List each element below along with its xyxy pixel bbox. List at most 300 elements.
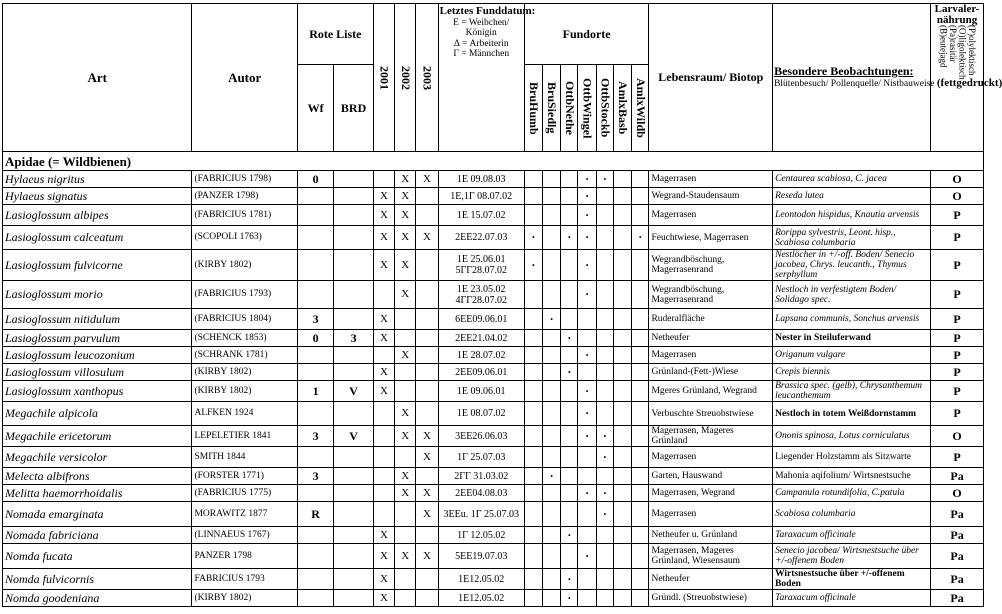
table-row [3, 590, 984, 607]
table-row [3, 485, 984, 502]
fundort-mark [524, 468, 542, 485]
species-author: (FABRICIUS 1798) [192, 171, 297, 188]
larval-type: Pa [931, 502, 984, 527]
larval-type: P [931, 226, 984, 250]
species-author: (KIRBY 1802) [192, 590, 297, 607]
fundort-mark [524, 205, 542, 226]
species-author: (LINNAEUS 1767) [192, 527, 297, 544]
rote-liste-brd [334, 402, 374, 426]
fundort-mark [596, 381, 613, 402]
observation: Mahonia aqifolium/ Wirtsnestsuche [773, 468, 931, 485]
header-year-2002: 2002 [395, 4, 416, 152]
habitat: Wegrandböschung, Magerrasenrand [649, 250, 773, 281]
fundort-mark [613, 171, 631, 188]
fundort-mark [561, 250, 578, 281]
year-2002-mark [395, 569, 416, 590]
fundort-mark [561, 402, 578, 426]
fundort-mark [561, 485, 578, 502]
fundort-mark [524, 330, 542, 347]
fundort-mark [543, 502, 561, 527]
fundort-mark [632, 330, 649, 347]
fund-date: 3EEu. 1Γ 25.07.03 [438, 502, 524, 527]
rote-liste-wf: 0 [297, 171, 333, 188]
larval-type: O [931, 426, 984, 447]
habitat: Magerrasen [649, 171, 773, 188]
fundort-mark [561, 468, 578, 485]
fundort-mark [632, 569, 649, 590]
year-2001-mark [373, 468, 394, 485]
fundort-mark [524, 281, 542, 309]
fundort-mark [561, 447, 578, 468]
header-lebensraum: Lebensraum/ Biotop [649, 4, 773, 152]
fund-date: 2EE22.07.03 [438, 226, 524, 250]
year-2001-mark: X [373, 381, 394, 402]
fundort-mark [632, 447, 649, 468]
species-name: Nomada fabriciana [3, 527, 192, 544]
table-row [3, 250, 984, 281]
rote-liste-wf [297, 188, 333, 205]
fundort-mark [543, 447, 561, 468]
header-art: Art [3, 4, 192, 152]
species-author: (FORSTER 1771) [192, 468, 297, 485]
fundort-mark [613, 205, 631, 226]
year-2003-mark: X [416, 226, 438, 250]
header-fundorte: Fundorte [524, 4, 649, 65]
year-2002-mark: X [395, 171, 416, 188]
observation: Scabiosa columbaria [773, 502, 931, 527]
fundort-mark [543, 426, 561, 447]
fundort-mark: · [578, 205, 596, 226]
table-row [3, 402, 984, 426]
rote-liste-brd [334, 281, 374, 309]
year-2003-mark [416, 527, 438, 544]
year-2003-mark: X [416, 544, 438, 569]
rote-liste-brd [334, 447, 374, 468]
species-name: Lasioglossum calceatum [3, 226, 192, 250]
species-name: Hylaeus signatus [3, 188, 192, 205]
fundort-mark: · [561, 330, 578, 347]
fund-date: 2EE04.08.03 [438, 485, 524, 502]
header-fundort-6: AmlxWildb [632, 65, 649, 152]
fund-date: 1E 25.06.01 5ΓΓ28.07.02 [438, 250, 524, 281]
year-2003-mark: X [416, 502, 438, 527]
rote-liste-wf: 3 [297, 468, 333, 485]
rote-liste-brd [334, 309, 374, 330]
fundort-mark [561, 171, 578, 188]
fundort-mark [543, 381, 561, 402]
larval-type: P [931, 281, 984, 309]
year-2002-mark: X [395, 468, 416, 485]
year-2003-mark [416, 188, 438, 205]
fundort-mark [543, 485, 561, 502]
table-body [3, 152, 984, 607]
year-2002-mark [395, 330, 416, 347]
year-2002-mark [395, 447, 416, 468]
larval-type: Pa [931, 590, 984, 607]
year-2003-mark [416, 347, 438, 364]
larval-type: O [931, 171, 984, 188]
habitat: Verbuschte Streuobstwiese [649, 402, 773, 426]
larval-type: P [931, 309, 984, 330]
rote-liste-brd [334, 188, 374, 205]
year-2001-mark [373, 447, 394, 468]
fundort-mark: · [561, 226, 578, 250]
year-2002-mark: X [395, 485, 416, 502]
observation: Reseda lutea [773, 188, 931, 205]
fundort-mark [596, 590, 613, 607]
fund-date: 2EE09.06.01 [438, 364, 524, 381]
habitat: Magerrasen, Wegrand [649, 485, 773, 502]
fundort-mark [613, 590, 631, 607]
fundort-mark [596, 226, 613, 250]
year-2001-mark [373, 502, 394, 527]
fundort-mark: · [578, 381, 596, 402]
year-2003-mark: X [416, 426, 438, 447]
species-name: Lasioglossum villosulum [3, 364, 192, 381]
fundort-mark: · [578, 347, 596, 364]
fund-date: 1E,1Γ 08.07.02 [438, 188, 524, 205]
year-2003-mark [416, 590, 438, 607]
group-row [3, 152, 984, 171]
year-2003-mark [416, 309, 438, 330]
rote-liste-brd: 3 [334, 330, 374, 347]
fund-legend-2: Δ = Arbeiterin [453, 38, 509, 49]
fundort-mark [578, 527, 596, 544]
species-name: Nomda fulvicornis [3, 569, 192, 590]
header-fundort-0: BruHumb [524, 65, 542, 152]
fundort-mark [613, 502, 631, 527]
rote-liste-wf [297, 226, 333, 250]
fundort-mark [632, 590, 649, 607]
fundort-mark: · [596, 485, 613, 502]
species-author: (FABRICIUS 1793) [192, 281, 297, 309]
species-name: Lasioglossum albipes [3, 205, 192, 226]
fundort-mark [543, 226, 561, 250]
rote-liste-brd [334, 468, 374, 485]
fundort-mark [524, 171, 542, 188]
species-name: Hylaeus nigritus [3, 171, 192, 188]
fundort-mark [578, 330, 596, 347]
species-name: Nomada emarginata [3, 502, 192, 527]
fundort-mark [596, 527, 613, 544]
fundort-mark: · [596, 171, 613, 188]
rote-liste-wf [297, 364, 333, 381]
rote-liste-wf [297, 347, 333, 364]
year-2003-mark [416, 364, 438, 381]
fundort-mark [561, 309, 578, 330]
rote-liste-brd [334, 590, 374, 607]
larval-type-2: (Pa)rasitär [948, 25, 959, 63]
fundort-mark [578, 590, 596, 607]
rote-liste-wf [297, 527, 333, 544]
fund-date: 1E 15.07.02 [438, 205, 524, 226]
year-2002-mark: X [395, 544, 416, 569]
table-row [3, 544, 984, 569]
fundort-mark [632, 364, 649, 381]
habitat: Magerrasen [649, 447, 773, 468]
year-2001-mark: X [373, 527, 394, 544]
fundort-mark [524, 569, 542, 590]
table-row [3, 527, 984, 544]
habitat: Wegrandböschung, Magerrasenrand [649, 281, 773, 309]
year-2003-mark: X [416, 485, 438, 502]
rote-liste-wf [297, 447, 333, 468]
larval-type: P [931, 330, 984, 347]
header-larval [931, 4, 984, 152]
fund-date: 1E 28.07.02 [438, 347, 524, 364]
header-fundort-3: OttbWingel [578, 65, 596, 152]
fundort-mark [613, 468, 631, 485]
fundort-mark [543, 347, 561, 364]
rote-liste-wf [297, 205, 333, 226]
fundort-mark [613, 569, 631, 590]
fundort-mark [596, 402, 613, 426]
beob-title: Besondere Beobachtungen: [774, 63, 914, 78]
fundort-mark [613, 485, 631, 502]
table-row [3, 309, 984, 330]
fundort-mark [632, 188, 649, 205]
beob-bold-note: (fettgedruckt) [936, 77, 1002, 89]
table-row [3, 426, 984, 447]
header-fundort-5: AmlxBasb [613, 65, 631, 152]
header-year-2003: 2003 [416, 4, 438, 152]
rote-liste-brd: V [334, 381, 374, 402]
observation: Nestloch in verfestigtem Boden/ Solidago spec. [773, 281, 931, 309]
larval-type: P [931, 447, 984, 468]
species-author: (SCHRANK 1781) [192, 347, 297, 364]
year-2001-mark: X [373, 364, 394, 381]
table-row [3, 364, 984, 381]
year-2001-mark [373, 347, 394, 364]
rote-liste-wf: 1 [297, 381, 333, 402]
header-autor: Autor [192, 4, 297, 152]
larval-types [938, 25, 976, 85]
fundort-mark [543, 205, 561, 226]
species-author: (FABRICIUS 1775) [192, 485, 297, 502]
species-table [2, 3, 1002, 607]
fundort-mark [578, 569, 596, 590]
rote-liste-wf [297, 544, 333, 569]
species-name: Megachile alpicola [3, 402, 192, 426]
fundort-mark [543, 330, 561, 347]
header-brd: BRD [334, 65, 374, 152]
fundort-mark [632, 347, 649, 364]
year-2001-mark: X [373, 590, 394, 607]
year-2001-mark: X [373, 330, 394, 347]
species-author: (KIRBY 1802) [192, 381, 297, 402]
fundort-mark [596, 188, 613, 205]
fundort-mark: · [578, 281, 596, 309]
observation: Origanum vulgare [773, 347, 931, 364]
larval-type-0: (P)olylektisch [967, 25, 978, 76]
observation: Leontodon hispidus, Knautia arvensis [773, 205, 931, 226]
fundort-mark [524, 309, 542, 330]
species-name: Lasioglossum parvulum [3, 330, 192, 347]
year-2002-mark: X [395, 188, 416, 205]
fundort-mark [613, 426, 631, 447]
larval-type-3: (B)eutejagd [938, 25, 949, 68]
fundort-mark: · [561, 364, 578, 381]
year-2003-mark [416, 205, 438, 226]
fundort-mark: · [578, 485, 596, 502]
fundort-mark [543, 569, 561, 590]
year-2001-mark [373, 485, 394, 502]
rote-liste-brd [334, 569, 374, 590]
larval-title: Larvaler-nährung [934, 3, 980, 26]
year-2002-mark: X [395, 281, 416, 309]
fundort-mark [543, 364, 561, 381]
fundort-mark: · [561, 527, 578, 544]
fundort-mark [578, 502, 596, 527]
rote-liste-brd [334, 347, 374, 364]
fundort-mark [632, 426, 649, 447]
fundort-mark [596, 330, 613, 347]
fundort-mark [613, 188, 631, 205]
table-row [3, 281, 984, 309]
fundort-mark [596, 544, 613, 569]
rote-liste-wf [297, 402, 333, 426]
fund-date: 1E 08.07.02 [438, 402, 524, 426]
table-row [3, 226, 984, 250]
year-2001-mark: X [373, 226, 394, 250]
fund-legend-1: Königin [465, 28, 497, 38]
species-name: Melitta haemorrhoidalis [3, 485, 192, 502]
fund-date: 5EE19.07.03 [438, 544, 524, 569]
rote-liste-brd [334, 226, 374, 250]
fund-date: 1E12.05.02 [438, 590, 524, 607]
observation: Nestlöcher in +/-off. Boden/ Senecio jacobea, Chrys. leucanth., Thymus serphyllum [773, 250, 931, 281]
header-fundort-4: OttbStockb [596, 65, 613, 152]
observation: Campanula rotundifolia, C.patula [773, 485, 931, 502]
fundort-mark: · [596, 426, 613, 447]
observation: Ononis spinosa, Lotus corniculatus [773, 426, 931, 447]
fundort-mark [613, 447, 631, 468]
observation: Nestloch in totem Weißdornstamm [773, 402, 931, 426]
fundort-mark [524, 502, 542, 527]
larval-type: Pa [931, 544, 984, 569]
fundort-mark: · [578, 171, 596, 188]
habitat: Magerrasen [649, 502, 773, 527]
year-2001-mark [373, 281, 394, 309]
fundort-mark [613, 309, 631, 330]
species-author: (KIRBY 1802) [192, 364, 297, 381]
year-2001-mark [373, 171, 394, 188]
year-2002-mark [395, 364, 416, 381]
fundort-mark [561, 502, 578, 527]
larval-type: P [931, 381, 984, 402]
fundort-mark [632, 527, 649, 544]
observation: Centaurea scabiosa, C. jacea [773, 171, 931, 188]
rote-liste-wf [297, 250, 333, 281]
fundort-mark [524, 544, 542, 569]
fundort-mark [543, 544, 561, 569]
species-author: LEPELETIER 1841 [192, 426, 297, 447]
fundort-mark [524, 381, 542, 402]
fundort-mark [543, 250, 561, 281]
observation: Nester in Steiluferwand [773, 330, 931, 347]
year-2002-mark [395, 590, 416, 607]
fundort-mark [524, 447, 542, 468]
fundort-mark [632, 485, 649, 502]
fundort-mark [632, 402, 649, 426]
observation: Taraxacum officinale [773, 527, 931, 544]
year-2003-mark [416, 468, 438, 485]
observation: Wirtsnestsuche über +/-offenem Boden [773, 569, 931, 590]
fundort-mark [613, 226, 631, 250]
species-author: (SCHENCK 1853) [192, 330, 297, 347]
table-row [3, 569, 984, 590]
rote-liste-brd [334, 250, 374, 281]
habitat: Gründl. (Streuobstwiese) [649, 590, 773, 607]
fundort-mark [596, 250, 613, 281]
year-2001-mark: X [373, 569, 394, 590]
fundort-mark [543, 527, 561, 544]
species-name: Lasioglossum leucozonium [3, 347, 192, 364]
year-2001-mark: X [373, 250, 394, 281]
species-name: Lasioglossum xanthopus [3, 381, 192, 402]
fund-legend-3: Γ = Männchen [453, 49, 510, 59]
species-name: Lasioglossum fulvicorne [3, 250, 192, 281]
fund-date: 3EE26.06.03 [438, 426, 524, 447]
fundort-mark: · [578, 402, 596, 426]
year-2001-mark: X [373, 309, 394, 330]
species-author: (FABRICIUS 1804) [192, 309, 297, 330]
habitat: Grünland-(Fett-)Wiese [649, 364, 773, 381]
fundort-mark: · [578, 226, 596, 250]
fundort-mark [543, 171, 561, 188]
year-2002-mark [395, 527, 416, 544]
larval-type: P [931, 250, 984, 281]
rote-liste-wf [297, 569, 333, 590]
fundort-mark [613, 281, 631, 309]
fundort-mark [596, 347, 613, 364]
fundort-mark [632, 309, 649, 330]
fundort-mark [543, 188, 561, 205]
rote-liste-wf [297, 281, 333, 309]
fundort-mark [596, 309, 613, 330]
habitat: Netheufer [649, 330, 773, 347]
fundort-mark: · [596, 502, 613, 527]
fund-date: 2EE21.04.02 [438, 330, 524, 347]
fundort-mark [524, 402, 542, 426]
header-rote-liste: Rote Liste [297, 4, 373, 65]
rote-liste-wf [297, 485, 333, 502]
larval-type: Pa [931, 569, 984, 590]
year-2002-mark: X [395, 402, 416, 426]
year-2002-mark [395, 502, 416, 527]
fundort-mark [613, 347, 631, 364]
habitat: Magerrasen [649, 347, 773, 364]
larval-type: P [931, 364, 984, 381]
group-title: Apidae (= Wildbienen) [3, 152, 984, 171]
year-2001-mark: X [373, 544, 394, 569]
observation: Brassica spec. (gelb), Chrysanthemum leucanthemum [773, 381, 931, 402]
habitat: Magerrasen, Mageres Grünland, Wiesensaum [649, 544, 773, 569]
year-2003-mark [416, 569, 438, 590]
fund-date: 1E12.05.02 [438, 569, 524, 590]
fundort-mark: · [524, 226, 542, 250]
fund-date: 1Γ 25.07.03 [438, 447, 524, 468]
fund-date: 1Γ 12.05.02 [438, 527, 524, 544]
rote-liste-wf: 0 [297, 330, 333, 347]
year-2002-mark [395, 381, 416, 402]
fundort-mark [613, 381, 631, 402]
fundort-mark [543, 590, 561, 607]
larval-type: P [931, 205, 984, 226]
fundort-mark [632, 281, 649, 309]
fundort-mark: · [561, 590, 578, 607]
fundort-mark: · [596, 447, 613, 468]
